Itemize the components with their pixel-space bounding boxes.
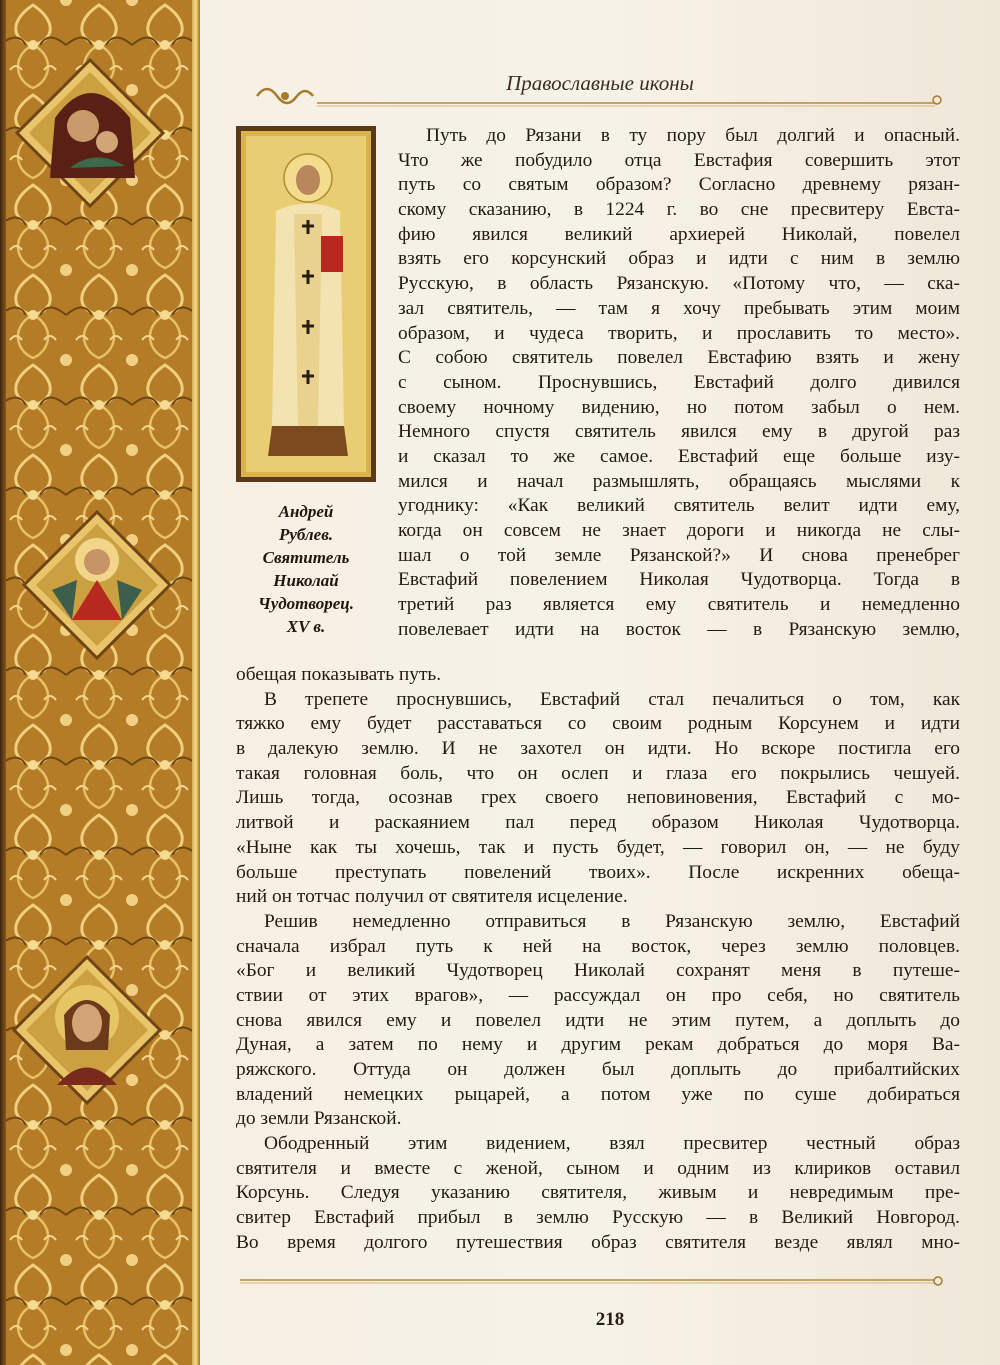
text-line: в далекую землю. И не захотел он идти. Но вскоре постигла его	[236, 738, 960, 760]
text-line: Лишь тогда, осознав грех своего неповиновения, Евстафий с мо-	[236, 787, 960, 809]
text-line: «Ныне как ты хочешь, так и пусть будет, — говорил он, — не буду	[236, 836, 960, 858]
text-line: Немного спустя святитель явился ему в другой раз	[398, 421, 960, 443]
medallion-archangel-icon	[12, 955, 162, 1105]
text-line: тяжко ему будет расставаться со своим родным Корсунем и идти	[236, 713, 960, 735]
text-line: святителя и вместе с женой, сыном и одним из клириков оставил	[236, 1157, 960, 1179]
border-left-edge	[0, 0, 6, 1365]
text-line: «Бог и великий Чудотворец Николай сохранят меня в путеше-	[236, 960, 960, 982]
text-line: ний он тотчас получил от святителя исцеление.	[236, 886, 628, 908]
text-line: такая головная боль, что он ослеп и глаза его покрылись чешуей.	[236, 762, 960, 784]
text-line: Ободренный этим видением, взял пресвитер честный образ	[264, 1133, 960, 1155]
text-line: до земли Рязанской.	[236, 1108, 402, 1130]
text-line: Дуная, а затем по нему и другим рекам добраться до моря Ва-	[236, 1034, 960, 1056]
body-text-right-column	[398, 124, 960, 642]
footer-ornament-rule	[240, 1268, 945, 1294]
text-line: зал святитель, — там я хочу пребывать этим моим	[398, 297, 960, 319]
text-line: ряжского. Оттуда он должен был доплыть до прибалтийских	[236, 1059, 960, 1080]
caption-line: XV в.	[286, 617, 326, 636]
text-line: путь со святым образом? Согласно древнему рязан-	[398, 174, 960, 196]
text-line: свитер Евстафий прибыл в землю Русскую — в Великий Новгород.	[236, 1207, 960, 1229]
text-line: своему ночному видению, но потом забыл о нем.	[398, 396, 960, 418]
text-line: обещая показывать путь.	[236, 664, 442, 685]
text-line: больше преступать повелений твоих». После искренних обеща-	[236, 861, 960, 883]
text-line: третий раз является ему святитель и немедленно	[398, 594, 960, 616]
text-line: угоднику: «Как великий святитель велит идти ему,	[398, 495, 960, 517]
text-line: С собою святитель повелел Евстафию взять и жену	[398, 347, 960, 369]
text-line: Что же побудило отца Евстафия совершить этот	[398, 149, 960, 171]
caption-line: Святитель	[262, 548, 350, 567]
text-line: Русскую, в область Рязанскую. «Потому что, — ска-	[398, 273, 960, 295]
text-line: Во время долгого путешествия образ святителя везде являл мно-	[236, 1231, 960, 1253]
running-header: Православные иконы	[506, 71, 694, 95]
text-line: когда он совсем не знает дороги и никогда не слы-	[398, 520, 960, 541]
text-line: скому сказанию, в 1224 г. во сне пресвитеру Евста-	[398, 199, 960, 221]
text-line: Корсунь. Следуя указанию святителя, живым и невредимым пре-	[236, 1182, 960, 1204]
text-line: фию явился великий архиерей Николай, повелел	[398, 223, 960, 245]
text-line: ствии от этих врагов», — рассуждал он про себя, но святитель	[236, 984, 960, 1006]
body-text-full-width	[236, 663, 960, 1256]
text-line: сначала избрал путь к ней на восток, через землю половцев.	[236, 935, 960, 957]
text-line: повелевает идти на восток — в Рязанскую землю,	[398, 618, 960, 640]
text-line: владений немецких рыцарей, а потом уже по суше добираться	[236, 1083, 960, 1105]
page-number: 218	[595, 1309, 625, 1330]
text-line: В трепете проснувшись, Евстафий стал печалиться о том, как	[264, 688, 960, 710]
text-line: и сказал то же самое. Евстафий еще больше изу-	[398, 445, 960, 467]
text-line: с сыном. Проснувшись, Евстафий долго дивился	[398, 371, 960, 393]
medallion-virgin-icon	[15, 58, 165, 208]
border-gold-edge	[192, 0, 200, 1365]
text-line: Евстафий повелением Николая Чудотворца. Тогда в	[398, 569, 960, 591]
caption-line: Андрей	[278, 502, 334, 521]
text-line: шал о той земле Рязанской?» И снова пренебрег	[398, 544, 960, 566]
text-line: литвой и раскаянием пал перед образом Николая Чудотворца.	[236, 812, 960, 834]
medallion-angel-icon	[22, 510, 172, 660]
text-line: взять его корсунский образ и идти с ним в землю	[398, 248, 960, 270]
text-line: Путь до Рязани в ту пору был долгий и опасный.	[426, 125, 960, 146]
figure-caption	[236, 500, 376, 638]
text-line: Решив немедленно отправиться в Рязанскую землю, Евстафий	[264, 910, 960, 932]
caption-line: Николай	[273, 571, 339, 590]
figure-nicholas-icon	[236, 126, 376, 482]
text-line: снова явился ему и повелел идти не этим путем, а доплыть до	[236, 1009, 960, 1031]
caption-line: Чудотворец.	[258, 594, 354, 613]
caption-line: Рублев.	[278, 525, 334, 544]
text-line: мился и начал размышлять, обращаясь мыслями к	[398, 470, 960, 492]
ornamental-border	[0, 0, 200, 1365]
text-line: образом, и чудеса творить, и прославить то место».	[398, 322, 960, 344]
